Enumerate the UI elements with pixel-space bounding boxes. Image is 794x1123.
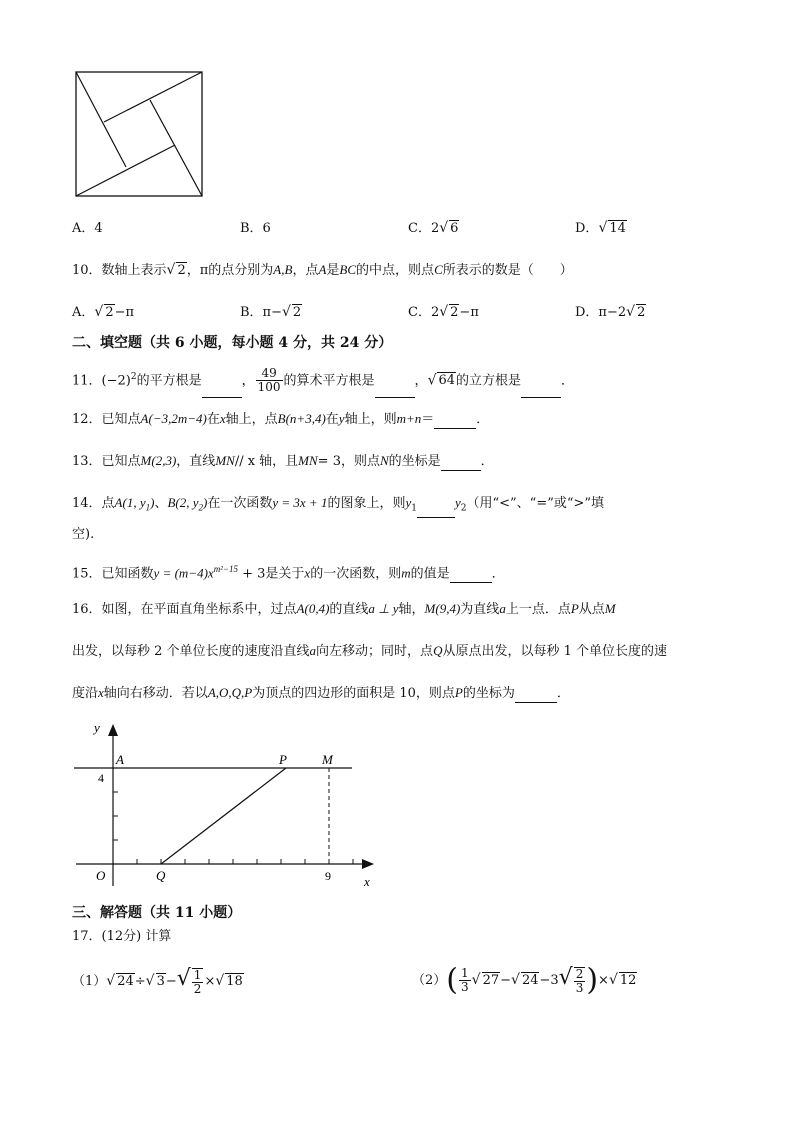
q14-text-5: （用“<”、“=”或“>”填 [466, 496, 605, 511]
q17-p2-frac-den: 3 [461, 980, 469, 994]
q10-option-d [575, 303, 646, 322]
q10-text-3: ，点 [292, 263, 319, 278]
q9-option-a: A．4 [72, 221, 103, 236]
x-ticks [137, 859, 353, 864]
sqrt-symbol: √ [176, 966, 191, 991]
sqrt-symbol: √ [439, 220, 449, 236]
q17-p1-r1: 24 [117, 974, 134, 989]
q17-p2-fraction [459, 967, 471, 994]
q10-text-1: 10．数轴上表示 [72, 263, 167, 278]
y-axis-arrow [108, 724, 118, 736]
q12-text-3: 轴上，点 [225, 412, 278, 427]
q15-text-1: 15．已知函数 [72, 566, 154, 582]
label-A: A [116, 752, 124, 767]
q17-p2-frac-num: 1 [461, 966, 469, 980]
q14-point-B: B(2, y [167, 495, 199, 510]
q11-radicand: 64 [438, 373, 456, 389]
q15-x: x [304, 565, 311, 581]
sqrt-symbol: √ [282, 304, 291, 320]
label-P: P [279, 752, 287, 767]
q17-p2-times: × [598, 973, 609, 988]
q15-text-3: 的一次函数，则 [310, 566, 402, 582]
q17-p2-label: （2） [412, 973, 447, 988]
answer-blank[interactable] [375, 383, 415, 398]
question-11 [72, 360, 574, 398]
q13-text-1: 13．已知点 [72, 454, 141, 469]
q14-B-end: ) [203, 495, 208, 510]
q14-text-1: 14．点 [72, 496, 115, 511]
q17-p1-minus: − [165, 974, 177, 989]
answer-blank[interactable] [521, 383, 561, 398]
q12-expr: m+n [396, 411, 422, 426]
q11-text-4: ， [414, 373, 428, 389]
q16-l1-text-d: 轴， [398, 602, 425, 617]
q16-l2-text-c: 向左移动；同时，点 [316, 644, 434, 659]
q13-MN: MN [215, 453, 235, 468]
q17-p2-r2: 24 [521, 973, 539, 988]
q16-point-M: M(9,4) [424, 601, 461, 616]
q16-l1-text-b: 的直线 [329, 602, 369, 617]
q17-p2-minus-2: −3 [539, 973, 559, 988]
q16-l1-text-a: 16．如图，在平面直角坐标系中，过点 [72, 602, 297, 617]
q17-heading: 17．(12分) 计算 [72, 929, 172, 944]
answer-blank[interactable] [434, 414, 476, 429]
q16-Q: Q [433, 643, 443, 658]
sqrt-symbol: √ [471, 972, 481, 988]
q11-frac-num: 49 [256, 367, 283, 381]
q16-l3-P: P [454, 685, 463, 700]
q12-equals: ＝ [421, 412, 435, 427]
q12-point-A: A(−3,2m−4) [140, 411, 207, 426]
q16-l1-text-h: 从点 [578, 602, 605, 617]
label-M: M [322, 752, 333, 767]
q15-tail: + 3 [237, 566, 266, 582]
q10-option-a-prefix: A． [72, 305, 95, 320]
diag-line-2 [104, 72, 202, 122]
sqrt-symbol: √ [106, 973, 116, 989]
q16-l2-a: a [309, 643, 317, 658]
q17-p2-frac2-num: 2 [575, 966, 584, 981]
coordinate-graph [72, 716, 382, 892]
diag-line-1 [76, 72, 126, 167]
q12-y: y [338, 411, 345, 426]
q17-p1-frac-den: 2 [193, 981, 202, 996]
q17-part-2 [412, 958, 637, 1001]
y-ticks [113, 792, 118, 840]
q11-base: (−2) [101, 373, 131, 389]
q11-num: 11． [72, 373, 102, 389]
question-12 [72, 410, 489, 429]
q17-p1-frac-num: 1 [193, 967, 202, 982]
q15-text-4: 的值是 [410, 566, 450, 582]
q14-text-2: 、 [154, 496, 168, 511]
q16-l3-x: x [98, 685, 104, 700]
q9-option-c [408, 219, 459, 238]
section-3-title: 三、解答题（共 11 小题） [72, 905, 242, 921]
label-O: O [96, 868, 106, 883]
diag-line-4 [76, 145, 175, 196]
square-figure [72, 68, 206, 200]
segment-QP [161, 768, 286, 864]
q17-p2-frac2-den: 3 [575, 980, 584, 995]
q10-C: C [434, 262, 443, 277]
q16-P: P [570, 601, 579, 616]
q10-radicand: 2 [177, 263, 186, 278]
sqrt-symbol: √ [439, 304, 449, 320]
question-15 [72, 560, 505, 583]
q16-point-A: A(0,4) [296, 601, 330, 616]
q17-p2-r3: 12 [619, 973, 637, 988]
q14-text-3: 在一次函数 [207, 496, 273, 511]
answer-blank[interactable] [417, 503, 455, 518]
q17-part-1 [72, 962, 244, 999]
question-16-line-2 [72, 642, 667, 661]
q10-option-b [240, 303, 302, 322]
q14-A-sub: 1 [145, 502, 151, 513]
sqrt-symbol: √ [598, 220, 608, 236]
label-Q: Q [156, 868, 166, 883]
section-2-title: 二、填空题（共 6 小题，每小题 4 分，共 24 分） [72, 335, 393, 351]
q10-text-5: 的中点，则点 [356, 263, 435, 278]
sqrt-symbol: √ [145, 973, 155, 989]
q10-option-d-prefix: D．π−2 [575, 305, 627, 320]
q12-text-5: 轴上，则 [344, 412, 397, 427]
q16-perp: a ⊥ y [368, 601, 399, 616]
q17-p1-times: × [204, 974, 216, 989]
sqrt-symbol: √ [215, 973, 225, 989]
outer-square [76, 72, 202, 196]
q13-text-2: ，直线 [176, 454, 216, 469]
q16-l1-text-e: 为直线 [460, 602, 500, 617]
q17-p1-label: （1） [72, 974, 107, 989]
q9-option-c-prefix: C．2 [408, 221, 440, 236]
q14-line-2: 空). [72, 527, 95, 542]
q10-option-c [408, 303, 479, 322]
q11-text-3: 的算术平方根是 [283, 373, 375, 389]
q16-l1-text-g: 上一点．点 [505, 602, 571, 617]
q10-option-a [72, 303, 134, 322]
sqrt-symbol: √ [166, 262, 176, 278]
q11-fraction [256, 367, 283, 394]
q12-text-2: 在 [206, 412, 220, 427]
q16-a: a [499, 601, 506, 616]
q10-text-4: 是 [326, 263, 340, 278]
q10-points: A,B [273, 262, 293, 277]
q11-exp: 2 [130, 372, 137, 382]
q16-l2-text-a: 出发，以每秒 2 个单位长度的速度沿直线 [72, 644, 310, 659]
q17-p2-fraction-2 [574, 967, 586, 995]
q10-option-a-suffix: −π [114, 305, 135, 320]
q13-text-3: // x 轴，且 [234, 454, 299, 469]
q14-B-sub: 2 [198, 502, 203, 513]
tick-label-4: 4 [98, 771, 104, 785]
answer-blank[interactable] [441, 456, 481, 471]
q13-point-M: M(2,3) [140, 453, 177, 468]
q10-option-d-radicand: 2 [637, 305, 646, 320]
q10-A: A [318, 262, 327, 277]
q13-N: N [379, 453, 389, 468]
q17-p2-minus-1: − [500, 973, 512, 988]
sqrt-symbol: √ [511, 972, 520, 988]
q17-p1-fraction [192, 968, 204, 996]
q16-l3-text-c: 为顶点的四边形的面积是 10，则点 [252, 686, 455, 701]
q17-p1-div: ÷ [134, 974, 146, 989]
q16-M: M [604, 601, 616, 616]
question-16-line-3 [72, 684, 570, 703]
q15-text-2: 是关于 [265, 566, 305, 582]
question-10 [72, 261, 573, 280]
q15-m: m [401, 565, 411, 581]
q9-option-c-radicand: 6 [450, 221, 459, 236]
y-axis-label: y [94, 720, 100, 735]
question-16-line-1 [72, 600, 616, 619]
q11-text-2: ， [241, 373, 255, 389]
answer-blank[interactable] [515, 688, 557, 703]
q10-text-6: 所表示的数是（ ） [442, 263, 573, 278]
answer-blank[interactable] [450, 568, 492, 583]
q13-text-5: 的坐标是 [388, 454, 441, 469]
diag-line-3 [150, 100, 202, 196]
question-14 [72, 494, 604, 518]
q9-option-d-radicand: 14 [609, 221, 626, 236]
q17-p1-r3: 18 [226, 974, 243, 989]
q12-text-6: ． [476, 412, 490, 427]
q14-point-A: A(1, y [114, 495, 146, 510]
sqrt-symbol: √ [94, 304, 104, 320]
sqrt-symbol: √ [558, 965, 573, 990]
x-axis-arrow [362, 859, 374, 869]
q16-vertices: A,O,Q,P [207, 685, 253, 700]
answer-blank[interactable] [202, 383, 242, 398]
sqrt-symbol: √ [626, 304, 636, 320]
open-paren: ( [446, 962, 458, 998]
q12-text-4: 在 [325, 412, 339, 427]
q13-text-6: ． [480, 454, 494, 469]
q14-text-4: 的图象上，则 [327, 496, 406, 511]
q11-text-5: 的立方根是 [456, 373, 522, 389]
q14-y2: y [454, 495, 461, 510]
q16-l2-text-d: 从原点出发，以每秒 1 个单位长度的速 [442, 644, 667, 659]
q17-p2-r1: 27 [482, 973, 500, 988]
q14-func: y = 3x + 1 [272, 495, 328, 510]
q15-text-5: ． [491, 566, 505, 582]
sqrt-symbol: √ [427, 372, 437, 389]
q9-option-d [575, 219, 627, 238]
sqrt-symbol: √ [608, 972, 618, 988]
q11-text-1: 的平方根是 [136, 373, 202, 389]
q16-l3-text-a: 度沿 [72, 686, 99, 701]
q10-BC: BC [339, 262, 357, 277]
q15-exp: m²−15 [213, 564, 238, 574]
tick-label-9: 9 [325, 869, 331, 883]
q10-text-2: ，π的点分别为 [186, 263, 274, 278]
close-paren: ) [586, 962, 599, 998]
q16-l3-text-d: 的坐标为 [462, 686, 515, 701]
q16-l3-text-e: ． [556, 686, 570, 701]
q12-x: x [219, 411, 226, 426]
q9-option-d-prefix: D． [575, 221, 599, 236]
q15-func: y = (m−4)x [153, 565, 214, 581]
q9-option-b: B．6 [240, 221, 271, 236]
q10-option-b-radicand: 2 [292, 305, 302, 320]
q14-y1-sub: 1 [411, 503, 417, 514]
q10-option-c-suffix: −π [459, 305, 479, 320]
x-axis-label: x [364, 874, 370, 889]
q14-y2-sub: 2 [460, 503, 467, 514]
q17-p1-r2: 3 [156, 974, 165, 989]
q14-A-end: ) [150, 495, 155, 510]
q16-l3-text-b: 轴向右移动．若以 [103, 686, 208, 701]
question-13 [72, 452, 494, 471]
q12-text-1: 12．已知点 [72, 412, 141, 427]
q10-option-b-prefix: B．π− [240, 305, 282, 320]
q11-frac-den: 100 [257, 380, 281, 395]
q10-option-a-radicand: 2 [105, 305, 114, 320]
q11-text-6: ． [561, 373, 575, 389]
q13-text-4: = 3，则点 [317, 454, 380, 469]
q10-option-c-prefix: C．2 [408, 305, 440, 320]
q12-point-B: B(n+3,4) [277, 411, 326, 426]
q14-y1: y [405, 495, 412, 510]
q10-option-c-radicand: 2 [450, 305, 459, 320]
q13-MN-2: MN [298, 453, 318, 468]
